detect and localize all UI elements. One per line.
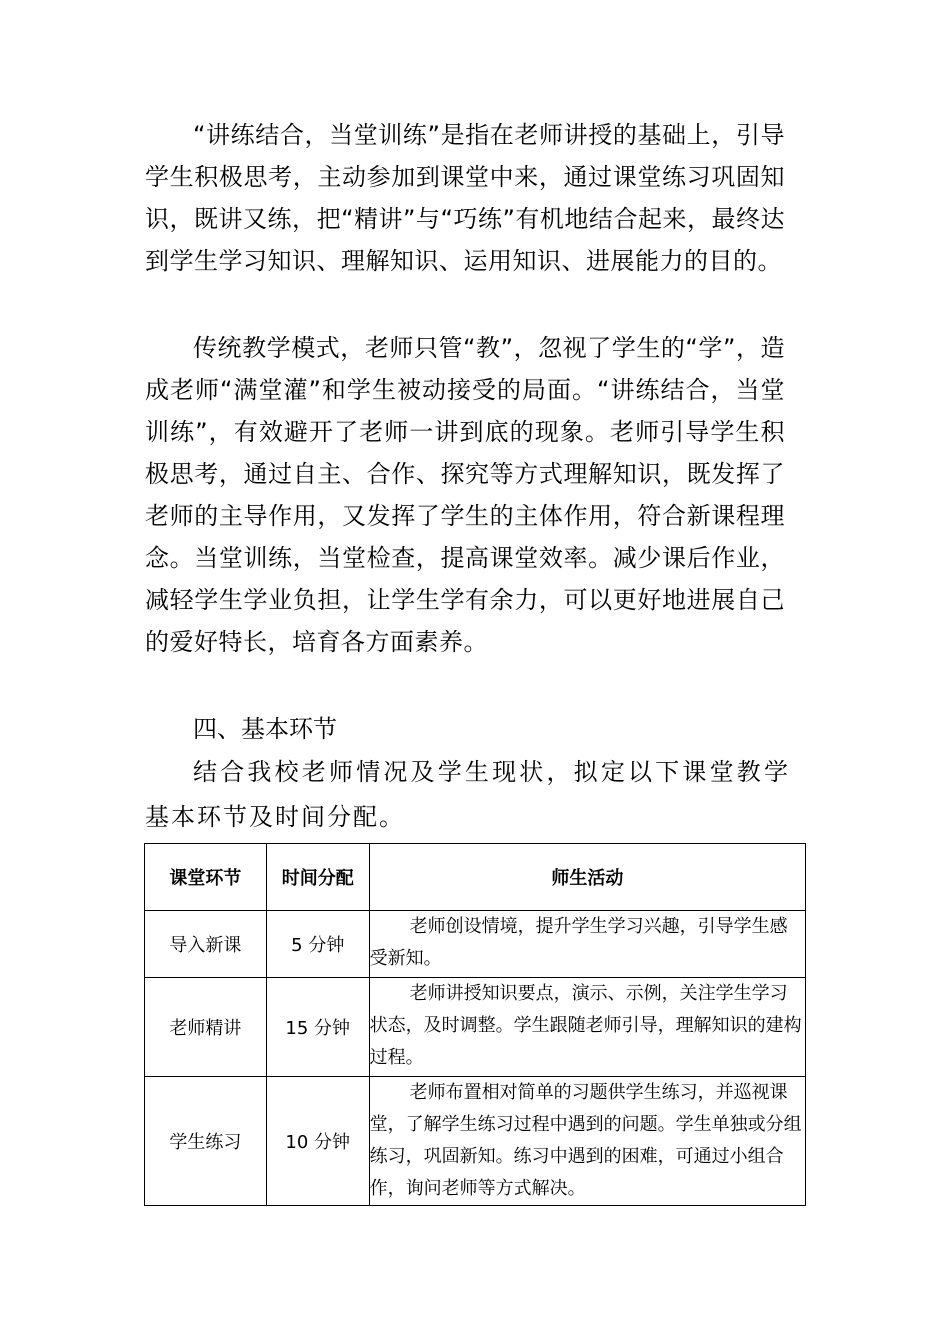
header-stage: 课堂环节 [145, 844, 267, 911]
table-row [145, 1077, 806, 1206]
time-cell: 15 分钟 [266, 978, 369, 1077]
stage-cell: 学生练习 [145, 1077, 267, 1206]
activity-cell: 老师创设情境，提升学生学习兴趣，引导学生感受新知。 [369, 911, 805, 978]
paragraph-1: “讲练结合，当堂训练”是指在老师讲授的基础上，引导学生积极思考，主动参加到课堂中来，通过课堂练习巩固知识，既讲又练，把“精讲”与“巧练”有机地结合起来，最终达到学生学习知识、理解知识、运用知识、进展能力的目的。 [145, 121, 785, 275]
header-time: 时间分配 [266, 844, 369, 911]
stage-cell: 导入新课 [145, 911, 267, 978]
activity-cell: 老师讲授知识要点，演示、示例，关注学生学习状态，及时调整。学生跟随老师引导，理解知识的建构过程。 [369, 978, 805, 1077]
schedule-table [144, 843, 806, 1206]
section-heading: 四、基本环节 [193, 715, 337, 743]
stage-cell: 老师精讲 [145, 978, 267, 1077]
table-header-row [145, 844, 806, 911]
time-cell: 5 分钟 [266, 911, 369, 978]
header-activity: 师生活动 [369, 844, 805, 911]
table-row [145, 978, 806, 1077]
activity-cell: 老师布置相对简单的习题供学生练习，并巡视课堂，了解学生练习过程中遇到的问题。学生单独或分组练习，巩固新知。练习中遇到的困难，可通过小组合作，询问老师等方式解决。 [369, 1077, 805, 1206]
paragraph-2: 传统教学模式，老师只管“教”，忽视了学生的“学”，造成老师“满堂灌”和学生被动接受的局面。“讲练结合，当堂训练”，有效避开了老师一讲到底的现象。老师引导学生积极思考，通过自主、合作、探究等方式理解知识，既发挥了老师的主导作用，又发挥了学生的主体作用，符合新课程理念。当堂训练，当堂检查，提高课堂效率。减少课后作业，减轻学生学业负担，让学生学有余力，可以更好地进展自己的爱好特长，培育各方面素养。 [145, 334, 785, 656]
intro-paragraph: 结合我校老师情况及学生现状，拟定以下课堂教学基本环节及时间分配。 [145, 758, 790, 831]
table-row [145, 911, 806, 978]
time-cell: 10 分钟 [266, 1077, 369, 1206]
